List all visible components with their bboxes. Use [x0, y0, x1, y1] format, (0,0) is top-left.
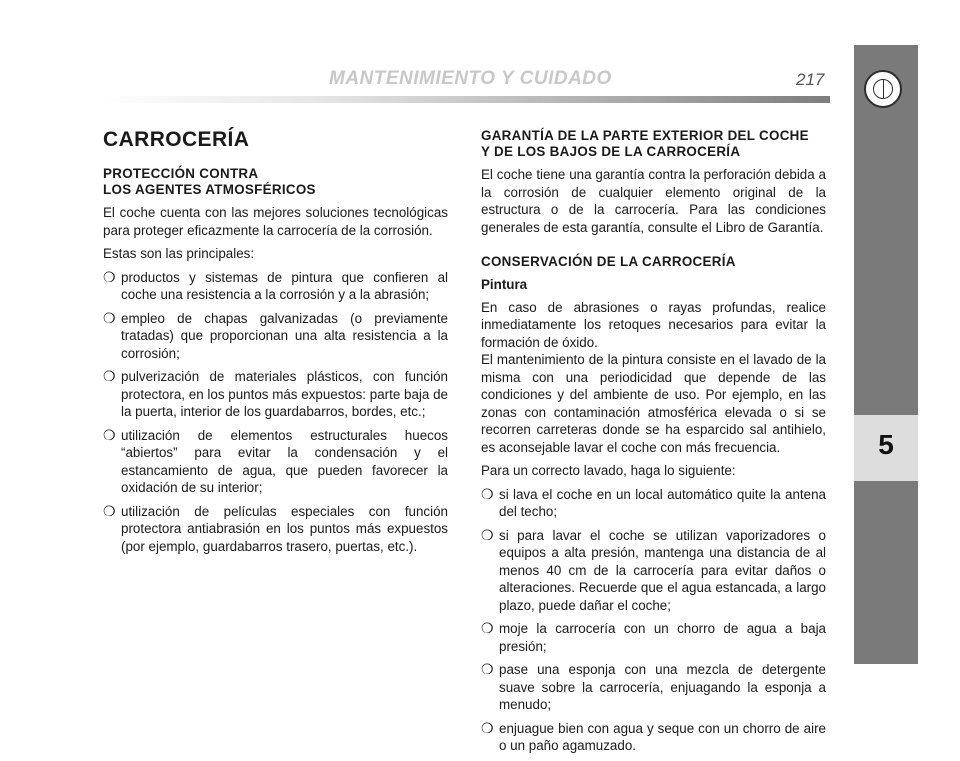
logo-inner-ring: [873, 79, 893, 99]
header-rule: [100, 96, 830, 103]
side-tab: [854, 45, 918, 664]
right-column: [481, 128, 826, 761]
page-number: 217: [796, 70, 825, 89]
wash-intro: Para un correcto lavado, haga lo siguiente:: [481, 463, 736, 478]
list-item: [481, 720, 826, 755]
conservation-heading: CONSERVACIÓN DE LA CARROCERÍA: [481, 254, 736, 269]
list-item: [481, 486, 826, 521]
list-item-text: pulverización de materiales plásticos, con función protectora, en los puntos más expuestos: parte baja de la puerta, interior de los guardabarros, bordes, etc.;: [121, 369, 448, 419]
list-item-text: moje la carrocería con un chorro de agua a baja presión;: [499, 621, 826, 654]
warranty-heading-line-1: GARANTÍA DE LA PARTE EXTERIOR DEL COCHE: [481, 128, 809, 143]
chapter-number: 5: [878, 429, 894, 460]
circle-bullet-icon: ❍: [481, 526, 494, 543]
paint-paragraph-1: En caso de abrasiones o rayas profundas, realice inmediatamente los retoques necesarios para evitar la formación de óxido.: [481, 299, 826, 350]
warranty-heading-line-2: Y DE LOS BAJOS DE LA CARROCERÍA: [481, 143, 741, 159]
list-item-text: pase una esponja con una mezcla de detergente suave sobre la carrocería, enjuagando la esponja a menudo;: [499, 662, 826, 712]
circle-bullet-icon: ❍: [103, 368, 116, 384]
list-item: [103, 310, 448, 363]
protection-list: [103, 269, 448, 556]
list-item: [481, 527, 826, 615]
list-item: [481, 661, 826, 714]
circle-bullet-icon: ❍: [103, 268, 116, 285]
circle-bullet-icon: ❍: [103, 426, 116, 443]
warranty-paragraph: El coche tiene una garantía contra la perforación debida a la corrosión de cualquier elemento original de la estructura o de la carrocería. Para las condiciones generales de esta garantía, consulte el Libro de Garantía.: [481, 167, 826, 235]
paint-paragraph-2: El mantenimiento de la pintura consiste en el lavado de la misma con una periodicidad que depende de las condiciones y del ambiente de uso. Por ejemplo, en las zonas con contaminación atmosférica elevada o si se recorren carreteras donde se ha esparcido sal antihielo, es aconsejable lavar el coche con más frecuencia.: [481, 352, 826, 455]
brand-logo-icon: [864, 70, 902, 108]
chapter-tab[interactable]: [854, 415, 918, 481]
list-item: [103, 503, 448, 556]
circle-bullet-icon: ❍: [481, 661, 494, 677]
subheading-line-1: PROTECCIÓN CONTRA: [103, 166, 259, 181]
intro-paragraph: El coche cuenta con las mejores soluciones tecnológicas para proteger eficazmente la carrocería de la corrosión.: [103, 205, 448, 238]
list-item-text: utilización de elementos estructurales huecos “abiertos” para evitar la condensación y el estancamiento de agua, que pueden favorecer la oxidación de su interior;: [121, 427, 448, 495]
subsection-heading: [103, 166, 448, 197]
header-title: MANTENIMIENTO Y CUIDADO: [329, 68, 612, 89]
circle-bullet-icon: ❍: [481, 620, 494, 636]
section-heading: CARROCERÍA: [103, 128, 250, 151]
list-intro: Estas son las principales:: [103, 246, 255, 261]
wash-list: [481, 486, 826, 755]
circle-bullet-icon: ❍: [103, 502, 116, 519]
list-item-text: productos y sistemas de pintura que confieren al coche una resistencia a la corrosión y a la abrasión;: [121, 269, 448, 302]
subheading-line-2: LOS AGENTES ATMOSFÉRICOS: [103, 181, 316, 197]
list-item-text: enjuague bien con agua y seque con un chorro de aire o un paño agamuzado.: [499, 720, 826, 753]
list-item-text: empleo de chapas galvanizadas (o previamente tratadas) que proporcionan una alta resistencia a la corrosión;: [121, 310, 448, 361]
circle-bullet-icon: ❍: [481, 485, 494, 502]
logo-divider: [883, 80, 884, 98]
left-column: [103, 128, 448, 561]
list-item-text: utilización de películas especiales con función protectora antiabrasión en los puntos más expuestos (por ejemplo, guardabarros trasero, puertas, etc.).: [121, 503, 448, 554]
list-item: [103, 427, 448, 497]
list-item-text: si para lavar el coche se utilizan vaporizadores o equipos a alta presión, mantenga una distancia de al menos 40 cm de la carrocería para evitar daños o alteraciones. Recuerde que el agua estancada, a largo plazo, puede dañar el coche;: [499, 527, 826, 613]
warranty-heading: [481, 128, 826, 159]
paint-subheading: Pintura: [481, 276, 528, 292]
circle-bullet-icon: ❍: [103, 309, 116, 326]
list-item: [481, 620, 826, 655]
list-item-text: si lava el coche en un local automático quite la antena del techo;: [499, 486, 826, 519]
list-item: [103, 269, 448, 304]
circle-bullet-icon: ❍: [481, 719, 494, 736]
list-item: [103, 368, 448, 421]
